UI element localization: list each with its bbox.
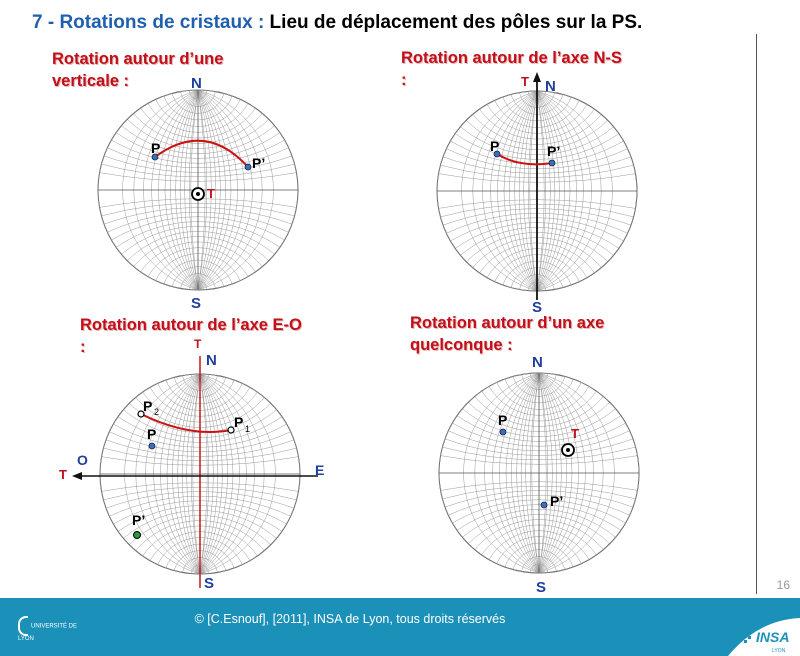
panel-1-title-line2: verticale : <box>52 72 130 90</box>
panel-3-pole-p-prime <box>134 532 141 539</box>
panel-3-label-p: P <box>147 426 157 442</box>
panel-4-label-t: T <box>571 426 579 441</box>
universite-de-lyon-logo <box>18 616 80 642</box>
panel-2-title-line2: : <box>401 71 407 89</box>
panel-1-label-p-prime: P’ <box>252 155 266 171</box>
panel-3-diagram <box>72 356 318 588</box>
panel-3-label-p2-subscript: 2 <box>154 407 160 417</box>
panel-3-label-p2: P <box>143 398 153 414</box>
panel-4-label-p: P <box>498 412 508 428</box>
insa-logo-text: INSA <box>756 629 790 645</box>
panel-4-label-n: N <box>532 354 543 371</box>
footer-bar <box>0 598 800 656</box>
panel-1-label-t: T <box>207 186 215 201</box>
universite-logo-mark <box>18 616 28 636</box>
panel-1-diagram <box>98 90 298 290</box>
page-number: 16 <box>776 578 790 592</box>
panel-2-label-t: T <box>521 74 529 89</box>
insa-logo <box>728 612 800 656</box>
panel-2-label-n: N <box>545 78 556 95</box>
panel-2-axis-arrow <box>533 72 541 82</box>
panel-3-label-p-prime: P’ <box>132 512 146 528</box>
panel-1-label-p: P <box>151 140 161 156</box>
universite-logo-text: UNIVERSITÉ DE LYON <box>18 623 78 642</box>
panel-2-diagram <box>437 72 637 300</box>
panel-4-title-line1: Rotation autour d’un axe <box>410 314 605 332</box>
panel-3-label-t-left: T <box>59 467 67 482</box>
panel-3-axis-arrow <box>72 472 82 480</box>
panel-1-title-line1: Rotation autour d’une <box>52 50 224 68</box>
panel-3-label-o: O <box>77 452 88 468</box>
panel-1-label-n: N <box>191 75 202 92</box>
panel-3-label-n: N <box>206 352 217 369</box>
panel-1-label-s: S <box>191 295 202 312</box>
panel-4-pole-p-prime <box>541 502 547 508</box>
slide-title-number: 7 - Rotations de cristaux : <box>32 12 265 33</box>
panel-4-axis-t-center <box>566 448 570 452</box>
panel-3-title-line2: : <box>80 338 86 356</box>
panel-2-label-s: S <box>532 299 543 316</box>
panel-3-label-t-top: T <box>194 337 202 351</box>
insa-logo-subtext: LYON <box>772 648 786 654</box>
panel-1-axis-t-center <box>196 192 200 196</box>
panel-4-label-s: S <box>536 579 547 596</box>
panel-1-pole-p-prime <box>245 164 251 170</box>
panel-3-label-s: S <box>204 575 215 592</box>
panel-4-diagram <box>439 373 639 573</box>
panel-4-label-p-prime: P’ <box>550 493 564 509</box>
panel-4-pole-p <box>500 429 506 435</box>
panel-2-label-p: P <box>490 138 500 154</box>
panel-3-label-p1: P <box>234 414 244 430</box>
panel-2-label-p-prime: P’ <box>547 143 561 159</box>
panel-4-wulff-net <box>439 373 639 573</box>
panel-3-pole-p <box>149 443 155 449</box>
panel-3-label-e: E <box>315 462 325 478</box>
slide-title-text: Lieu de déplacement des pôles sur la PS. <box>264 12 643 33</box>
panel-2-title-line1: Rotation autour de l’axe N-S <box>401 49 622 67</box>
panel-4-title-line2: quelconque : <box>410 336 513 354</box>
panel-3-label-p1-subscript: 1 <box>245 424 251 434</box>
panel-3-title-line1: Rotation autour de l’axe E-O <box>80 316 302 334</box>
panel-2-pole-p-prime <box>549 160 555 166</box>
footer-copyright: © [C.Esnouf], [2011], INSA de Lyon, tous droits réservés <box>194 612 506 626</box>
